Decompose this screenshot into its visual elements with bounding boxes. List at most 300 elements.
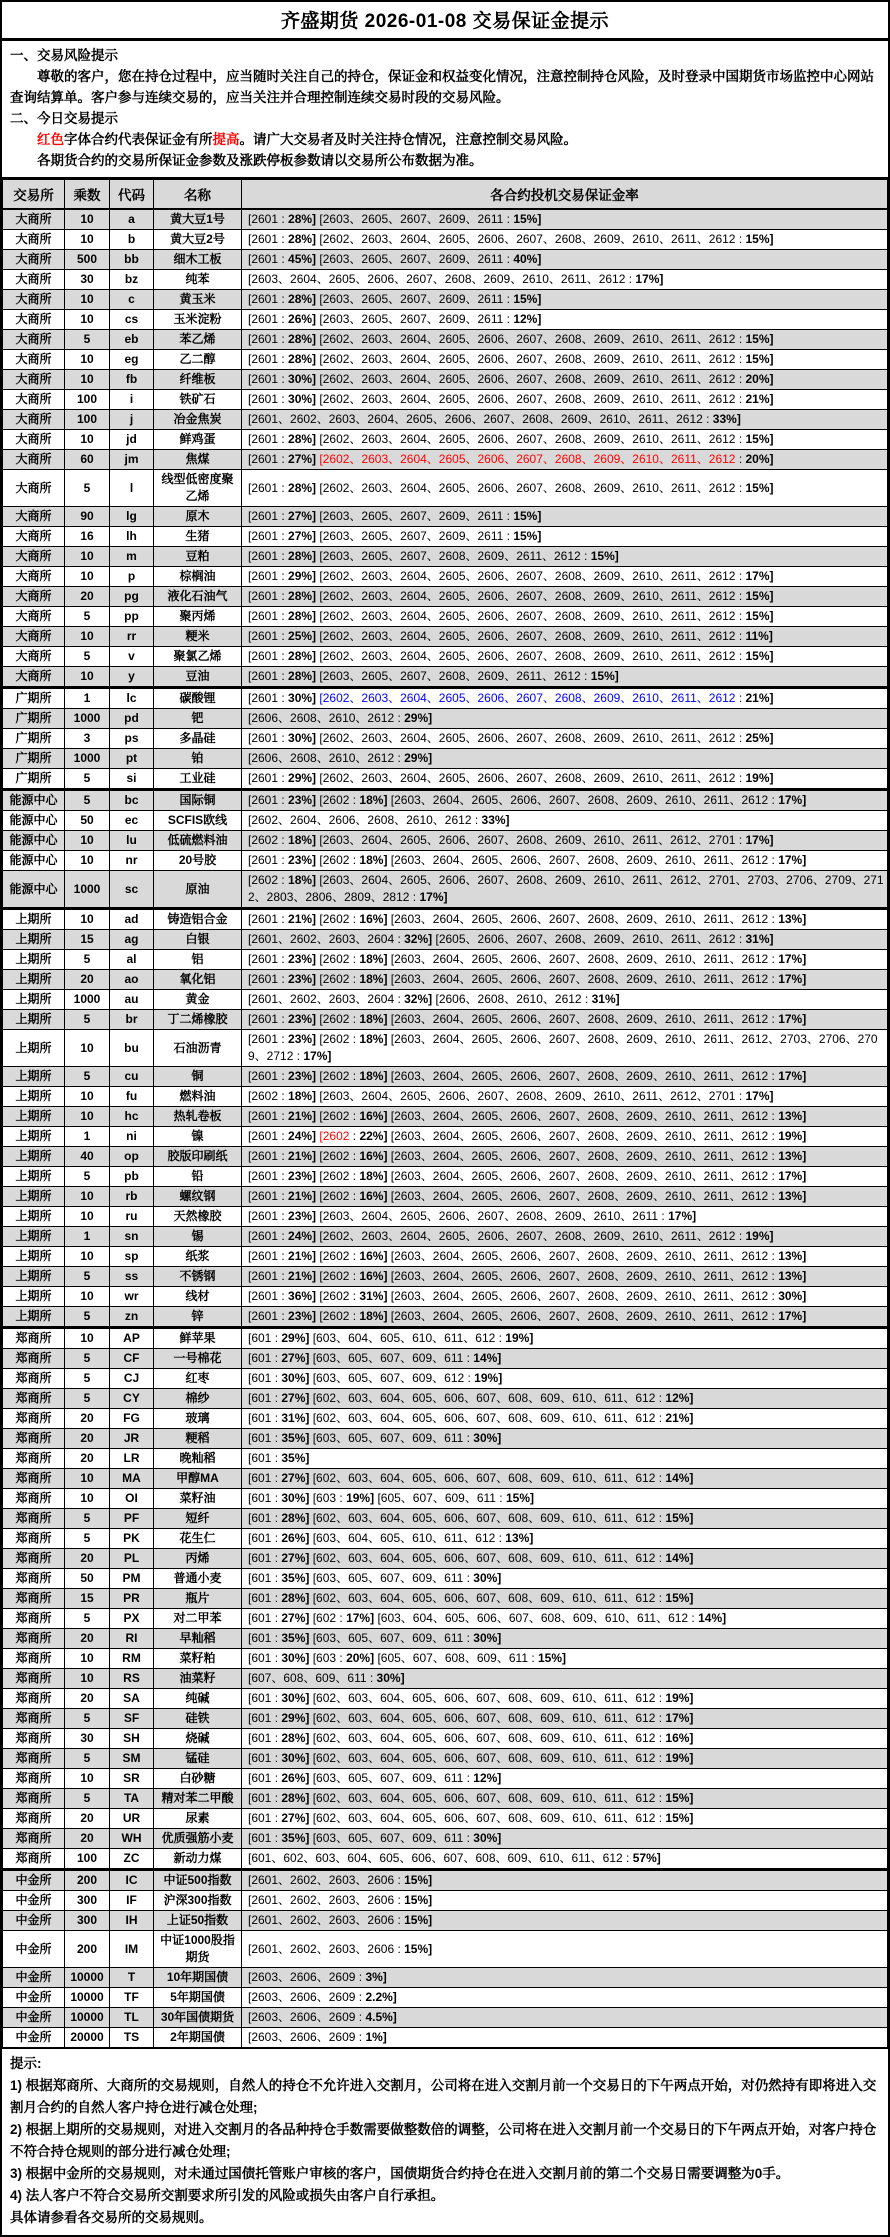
code-cell: CJ xyxy=(110,1369,154,1389)
multiplier-cell: 10 xyxy=(65,290,110,310)
name-cell: 细木工板 xyxy=(154,250,242,270)
margin-rate-cell: [2601 : 29%] [2602、2603、2604、2605、2606、2607、2608、2609、2610、2611、2612 : 17%] xyxy=(242,567,888,587)
exchange-cell: 郑商所 xyxy=(3,1729,65,1749)
table-row xyxy=(3,470,888,507)
multiplier-cell: 10 xyxy=(65,667,110,688)
exchange-cell: 上期所 xyxy=(3,1307,65,1328)
name-cell: 精对苯二甲酸 xyxy=(154,1789,242,1809)
table-row xyxy=(3,729,888,749)
margin-rate-cell: [2601 : 45%] [2603、2605、2607、2609、2611 : 40%] xyxy=(242,250,888,270)
name-cell: 新动力煤 xyxy=(154,1849,242,1870)
multiplier-cell: 5 xyxy=(65,1789,110,1809)
margin-rate-cell: [2601 : 30%] [2602、2603、2604、2605、2606、2607、2608、2609、2610、2611、2612 : 25%] xyxy=(242,729,888,749)
code-cell: ni xyxy=(110,1127,154,1147)
code-cell: jd xyxy=(110,430,154,450)
code-cell: SM xyxy=(110,1749,154,1769)
multiplier-cell: 10 xyxy=(65,851,110,871)
margin-rate-cell: [2606、2608、2610、2612 : 29%] xyxy=(242,749,888,769)
code-cell: PX xyxy=(110,1609,154,1629)
multiplier-cell: 10 xyxy=(65,909,110,930)
exchange-cell: 大商所 xyxy=(3,587,65,607)
table-row xyxy=(3,1729,888,1749)
table-row xyxy=(3,1549,888,1569)
name-cell: 棉纱 xyxy=(154,1389,242,1409)
table-row xyxy=(3,567,888,587)
multiplier-cell: 15 xyxy=(65,930,110,950)
name-cell: 短纤 xyxy=(154,1509,242,1529)
name-cell: 天然橡胶 xyxy=(154,1207,242,1227)
name-cell: 丁二烯橡胶 xyxy=(154,1010,242,1030)
name-cell: 鲜鸡蛋 xyxy=(154,430,242,450)
column-header-multiplier: 乘数 xyxy=(65,179,110,210)
name-cell: 氧化铝 xyxy=(154,970,242,990)
param-note-line: 各期货合约的交易所保证金参数及涨跌停板参数请以交易所公布数据为准。 xyxy=(37,153,483,168)
exchange-cell: 郑商所 xyxy=(3,1669,65,1689)
code-cell: eb xyxy=(110,330,154,350)
multiplier-cell: 5 xyxy=(65,1749,110,1769)
table-row xyxy=(3,1207,888,1227)
exchange-cell: 郑商所 xyxy=(3,1849,65,1870)
today-section-heading: 二、今日交易提示 xyxy=(10,111,118,126)
name-cell: 纯苯 xyxy=(154,270,242,290)
name-cell: 豆粕 xyxy=(154,547,242,567)
code-cell: AP xyxy=(110,1328,154,1349)
exchange-cell: 郑商所 xyxy=(3,1649,65,1669)
margin-rate-cell: [2601 : 23%] [2602 : 18%] [2603、2604、2605、2606、2607、2608、2609、2610、2611、2612 : 17%] xyxy=(242,1307,888,1328)
table-row xyxy=(3,1911,888,1931)
table-header-row xyxy=(3,179,888,210)
name-cell: 液化石油气 xyxy=(154,587,242,607)
code-cell: b xyxy=(110,230,154,250)
code-cell: PL xyxy=(110,1549,154,1569)
margin-rate-cell: [601 : 30%] [603、605、607、609、612 : 19%] xyxy=(242,1369,888,1389)
multiplier-cell: 10 xyxy=(65,1207,110,1227)
multiplier-cell: 30 xyxy=(65,270,110,290)
multiplier-cell: 10 xyxy=(65,1087,110,1107)
multiplier-cell: 20 xyxy=(65,1429,110,1449)
exchange-cell: 上期所 xyxy=(3,970,65,990)
margin-rate-cell: [2601、2602、2603、2606 : 15%] xyxy=(242,1891,888,1911)
table-row xyxy=(3,2008,888,2028)
multiplier-cell: 20 xyxy=(65,1549,110,1569)
multiplier-cell: 40 xyxy=(65,1147,110,1167)
table-row xyxy=(3,930,888,950)
exchange-cell: 上期所 xyxy=(3,1147,65,1167)
multiplier-cell: 10 xyxy=(65,350,110,370)
name-cell: 油菜籽 xyxy=(154,1669,242,1689)
table-row xyxy=(3,1227,888,1247)
margin-rate-cell: [2601 : 21%] [2602 : 16%] [2603、2604、2605、2606、2607、2608、2609、2610、2611、2612 : 13%] xyxy=(242,909,888,930)
margin-rate-cell: [2601 : 21%] [2602 : 16%] [2603、2604、2605、2606、2607、2608、2609、2610、2611、2612 : 13%] xyxy=(242,1187,888,1207)
code-cell: OI xyxy=(110,1489,154,1509)
code-cell: PR xyxy=(110,1589,154,1609)
exchange-cell: 郑商所 xyxy=(3,1549,65,1569)
margin-rate-cell: [2602 : 18%] [2603、2604、2605、2606、2607、2608、2609、2610、2611、2612、2701 : 17%] xyxy=(242,831,888,851)
code-cell: fu xyxy=(110,1087,154,1107)
multiplier-cell: 20 xyxy=(65,1829,110,1849)
name-cell: 红枣 xyxy=(154,1369,242,1389)
multiplier-cell: 5 xyxy=(65,647,110,667)
code-cell: sp xyxy=(110,1247,154,1267)
exchange-cell: 郑商所 xyxy=(3,1469,65,1489)
code-cell: cs xyxy=(110,310,154,330)
exchange-cell: 上期所 xyxy=(3,1030,65,1067)
exchange-cell: 上期所 xyxy=(3,1087,65,1107)
page-title: 齐盛期货 2026-01-08 交易保证金提示 xyxy=(280,11,610,32)
name-cell: 石油沥青 xyxy=(154,1030,242,1067)
margin-rate-cell: [2601 : 23%] [2602 : 18%] [2603、2604、2605、2606、2607、2608、2609、2610、2611、2612 : 17%] xyxy=(242,851,888,871)
margin-rate-cell: [601 : 28%] [602、603、604、605、606、607、608、609、610、611、612 : 16%] xyxy=(242,1729,888,1749)
code-cell: j xyxy=(110,410,154,430)
table-row xyxy=(3,667,888,688)
exchange-cell: 郑商所 xyxy=(3,1589,65,1609)
name-cell: 钯 xyxy=(154,709,242,729)
name-cell: 纤维板 xyxy=(154,370,242,390)
margin-rate-cell: [2601、2602、2603、2604 : 32%] [2605、2606、2607、2608、2609、2610、2611、2612 : 31%] xyxy=(242,930,888,950)
multiplier-cell: 10 xyxy=(65,310,110,330)
code-cell: CY xyxy=(110,1389,154,1409)
code-cell: bc xyxy=(110,790,154,811)
table-row xyxy=(3,1307,888,1328)
exchange-cell: 大商所 xyxy=(3,507,65,527)
margin-rate-cell: [2601 : 21%] [2602 : 16%] [2603、2604、2605、2606、2607、2608、2609、2610、2611、2612 : 13%] xyxy=(242,1107,888,1127)
multiplier-cell: 1 xyxy=(65,1227,110,1247)
exchange-cell: 郑商所 xyxy=(3,1829,65,1849)
exchange-cell: 上期所 xyxy=(3,1287,65,1307)
multiplier-cell: 50 xyxy=(65,811,110,831)
table-row xyxy=(3,1369,888,1389)
code-cell: pb xyxy=(110,1167,154,1187)
exchange-cell: 大商所 xyxy=(3,290,65,310)
code-cell: i xyxy=(110,390,154,410)
name-cell: 锡 xyxy=(154,1227,242,1247)
multiplier-cell: 500 xyxy=(65,250,110,270)
name-cell: 铅 xyxy=(154,1167,242,1187)
name-cell: 硅铁 xyxy=(154,1709,242,1729)
margin-rate-cell: [2601 : 24%] [2602 : 22%] [2603、2604、2605、2606、2607、2608、2609、2610、2611、2612 : 19%] xyxy=(242,1127,888,1147)
table-row xyxy=(3,1749,888,1769)
exchange-cell: 广期所 xyxy=(3,729,65,749)
code-cell: ao xyxy=(110,970,154,990)
margin-rate-cell: [2601 : 23%] [2602 : 18%] [2603、2604、2605、2606、2607、2608、2609、2610、2611、2612 : 17%] xyxy=(242,1010,888,1030)
margin-rate-cell: [601 : 35%] [603、605、607、609、611 : 30%] xyxy=(242,1829,888,1849)
name-cell: 纸浆 xyxy=(154,1247,242,1267)
table-row xyxy=(3,430,888,450)
exchange-cell: 大商所 xyxy=(3,330,65,350)
exchange-cell: 中金所 xyxy=(3,2008,65,2028)
exchange-cell: 中金所 xyxy=(3,1968,65,1988)
code-cell: l xyxy=(110,470,154,507)
table-row xyxy=(3,1449,888,1469)
table-row xyxy=(3,1247,888,1267)
multiplier-cell: 100 xyxy=(65,410,110,430)
code-cell: TA xyxy=(110,1789,154,1809)
code-cell: ec xyxy=(110,811,154,831)
multiplier-cell: 16 xyxy=(65,527,110,547)
table-row xyxy=(3,1891,888,1911)
column-header-code: 代码 xyxy=(110,179,154,210)
multiplier-cell: 20 xyxy=(65,1689,110,1709)
exchange-cell: 上期所 xyxy=(3,1067,65,1087)
exchange-cell: 大商所 xyxy=(3,230,65,250)
code-cell: pd xyxy=(110,709,154,729)
multiplier-cell: 90 xyxy=(65,507,110,527)
table-row xyxy=(3,1988,888,2008)
name-cell: 优质强筋小麦 xyxy=(154,1829,242,1849)
code-cell: zn xyxy=(110,1307,154,1328)
exchange-cell: 大商所 xyxy=(3,627,65,647)
exchange-cell: 中金所 xyxy=(3,2028,65,2048)
exchange-cell: 郑商所 xyxy=(3,1349,65,1369)
exchange-cell: 能源中心 xyxy=(3,831,65,851)
name-cell: 中证500指数 xyxy=(154,1870,242,1891)
exchange-cell: 中金所 xyxy=(3,1911,65,1931)
risk-section-heading: 一、交易风险提示 xyxy=(10,48,118,63)
table-row xyxy=(3,350,888,370)
name-cell: 黄金 xyxy=(154,990,242,1010)
note-item-2: 2) 根据上期所的交易规则，对进入交割月的各品种持仓手数需要做整数倍的调整，公司将在进入交割月前一个交易日的下午两点开始，对客户持仓不符合持仓规则的部分进行减仓处理; xyxy=(10,2122,877,2159)
margin-rate-cell: [601 : 35%] xyxy=(242,1449,888,1469)
name-cell: 胶版印刷纸 xyxy=(154,1147,242,1167)
margin-rate-cell: [2601 : 23%] [2603、2604、2605、2606、2607、2608、2609、2610、2611 : 17%] xyxy=(242,1207,888,1227)
name-cell: 10年期国债 xyxy=(154,1968,242,1988)
name-cell: 生猪 xyxy=(154,527,242,547)
margin-rate-cell: [2601 : 36%] [2602 : 31%] [2603、2604、2605、2606、2607、2608、2609、2610、2611、2612 : 30%] xyxy=(242,1287,888,1307)
table-row xyxy=(3,1609,888,1629)
multiplier-cell: 15 xyxy=(65,1589,110,1609)
table-row xyxy=(3,970,888,990)
exchange-cell: 大商所 xyxy=(3,390,65,410)
code-cell: a xyxy=(110,209,154,230)
exchange-cell: 大商所 xyxy=(3,430,65,450)
name-cell: 燃料油 xyxy=(154,1087,242,1107)
table-row xyxy=(3,1167,888,1187)
name-cell: 低硫燃料油 xyxy=(154,831,242,851)
name-cell: 聚丙烯 xyxy=(154,607,242,627)
margin-rate-cell: [2601 : 28%] [2602、2603、2604、2605、2606、2607、2608、2609、2610、2611、2612 : 15%] xyxy=(242,587,888,607)
multiplier-cell: 5 xyxy=(65,1167,110,1187)
column-header-exchange: 交易所 xyxy=(3,179,65,210)
multiplier-cell: 10 xyxy=(65,1107,110,1127)
column-header-name: 名称 xyxy=(154,179,242,210)
margin-rate-cell: [601 : 31%] [602、603、604、605、606、607、608、609、610、611、612 : 21%] xyxy=(242,1409,888,1429)
margin-rate-cell: [601 : 35%] [603、605、607、609、611 : 30%] xyxy=(242,1429,888,1449)
name-cell: 晚籼稻 xyxy=(154,1449,242,1469)
table-row xyxy=(3,1328,888,1349)
name-cell: 白银 xyxy=(154,930,242,950)
name-cell: 烧碱 xyxy=(154,1729,242,1749)
multiplier-cell: 10 xyxy=(65,1469,110,1489)
exchange-cell: 上期所 xyxy=(3,1227,65,1247)
exchange-cell: 大商所 xyxy=(3,410,65,430)
name-cell: 锌 xyxy=(154,1307,242,1328)
multiplier-cell: 1000 xyxy=(65,709,110,729)
margin-rate-cell: [2601 : 28%] [2603、2605、2607、2609、2611 : 15%] xyxy=(242,290,888,310)
code-cell: JR xyxy=(110,1429,154,1449)
table-row xyxy=(3,709,888,729)
name-cell: 热轧卷板 xyxy=(154,1107,242,1127)
table-row xyxy=(3,831,888,851)
multiplier-cell: 20 xyxy=(65,1809,110,1829)
exchange-cell: 广期所 xyxy=(3,749,65,769)
name-cell: 棕榈油 xyxy=(154,567,242,587)
margin-rate-cell: [601 : 28%] [602、603、604、605、606、607、608、609、610、611、612 : 15%] xyxy=(242,1589,888,1609)
margin-rate-cell: [2601、2602、2603、2606 : 15%] xyxy=(242,1911,888,1931)
column-header-margin-rate: 各合约投机交易保证金率 xyxy=(242,179,888,210)
exchange-cell: 上期所 xyxy=(3,1127,65,1147)
name-cell: 冶金焦炭 xyxy=(154,410,242,430)
exchange-cell: 大商所 xyxy=(3,547,65,567)
margin-rate-cell: [2601 : 23%] [2602 : 18%] [2603、2604、2605、2606、2607、2608、2609、2610、2611、2612、2703、2706、2709、2712 : 17%] xyxy=(242,1030,888,1067)
name-cell: 上证50指数 xyxy=(154,1911,242,1931)
multiplier-cell: 20 xyxy=(65,587,110,607)
margin-rate-cell: [2601、2602、2603、2606 : 15%] xyxy=(242,1931,888,1968)
exchange-cell: 上期所 xyxy=(3,990,65,1010)
margin-rate-cell: [601 : 26%] [603、605、607、609、611 : 12%] xyxy=(242,1769,888,1789)
margin-rate-table xyxy=(2,177,888,2048)
table-row xyxy=(3,627,888,647)
multiplier-cell: 200 xyxy=(65,1931,110,1968)
margin-rate-cell: [2601、2602、2603、2604 : 32%] [2606、2608、2610、2612 : 31%] xyxy=(242,990,888,1010)
name-cell: 锰硅 xyxy=(154,1749,242,1769)
multiplier-cell: 10 xyxy=(65,627,110,647)
code-cell: ad xyxy=(110,909,154,930)
notes-heading: 提示: xyxy=(10,2056,42,2071)
exchange-cell: 上期所 xyxy=(3,1167,65,1187)
code-cell: TF xyxy=(110,1988,154,2008)
exchange-cell: 中金所 xyxy=(3,1870,65,1891)
multiplier-cell: 10 xyxy=(65,1247,110,1267)
name-cell: 纯碱 xyxy=(154,1689,242,1709)
name-cell: 沪深300指数 xyxy=(154,1891,242,1911)
code-cell: MA xyxy=(110,1469,154,1489)
table-row xyxy=(3,250,888,270)
multiplier-cell: 10 xyxy=(65,567,110,587)
table-row xyxy=(3,507,888,527)
code-cell: y xyxy=(110,667,154,688)
code-cell: ru xyxy=(110,1207,154,1227)
table-row xyxy=(3,1931,888,1968)
code-cell: ps xyxy=(110,729,154,749)
code-cell: v xyxy=(110,647,154,667)
code-cell: au xyxy=(110,990,154,1010)
title-bar xyxy=(2,2,888,41)
table-row xyxy=(3,811,888,831)
multiplier-cell: 10 xyxy=(65,1669,110,1689)
table-row xyxy=(3,310,888,330)
name-cell: 花生仁 xyxy=(154,1529,242,1549)
margin-rate-cell: [2601 : 28%] [2603、2605、2607、2608、2609、2611、2612 : 15%] xyxy=(242,667,888,688)
multiplier-cell: 5 xyxy=(65,1307,110,1328)
table-row xyxy=(3,1870,888,1891)
multiplier-cell: 10 xyxy=(65,1030,110,1067)
table-row xyxy=(3,1030,888,1067)
table-row xyxy=(3,1649,888,1669)
notes-section xyxy=(2,2048,888,2235)
name-cell: 一号棉花 xyxy=(154,1349,242,1369)
table-row xyxy=(3,209,888,230)
multiplier-cell: 10 xyxy=(65,1187,110,1207)
code-cell: pt xyxy=(110,749,154,769)
name-cell: 铁矿石 xyxy=(154,390,242,410)
code-cell: SH xyxy=(110,1729,154,1749)
exchange-cell: 郑商所 xyxy=(3,1609,65,1629)
name-cell: 白砂糖 xyxy=(154,1769,242,1789)
table-row xyxy=(3,851,888,871)
name-cell: 5年期国债 xyxy=(154,1988,242,2008)
code-cell: jm xyxy=(110,450,154,470)
margin-rate-cell: [2601 : 29%] [2602、2603、2604、2605、2606、2607、2608、2609、2610、2611、2612 : 19%] xyxy=(242,769,888,790)
exchange-cell: 大商所 xyxy=(3,250,65,270)
name-cell: 线材 xyxy=(154,1287,242,1307)
exchange-cell: 中金所 xyxy=(3,1891,65,1911)
multiplier-cell: 200 xyxy=(65,1870,110,1891)
exchange-cell: 郑商所 xyxy=(3,1709,65,1729)
multiplier-cell: 5 xyxy=(65,1709,110,1729)
code-cell: rb xyxy=(110,1187,154,1207)
name-cell: 玻璃 xyxy=(154,1409,242,1429)
name-cell: 瓶片 xyxy=(154,1589,242,1609)
table-row xyxy=(3,1509,888,1529)
table-row xyxy=(3,1809,888,1829)
margin-rate-cell: [601 : 30%] [603 : 20%] [605、607、608、609、611 : 15%] xyxy=(242,1649,888,1669)
code-cell: wr xyxy=(110,1287,154,1307)
exchange-cell: 大商所 xyxy=(3,209,65,230)
table-row xyxy=(3,950,888,970)
table-row xyxy=(3,1849,888,1870)
margin-rate-cell: [601 : 27%] [602 : 17%] [603、604、605、606、607、608、609、610、611、612 : 14%] xyxy=(242,1609,888,1629)
code-cell: WH xyxy=(110,1829,154,1849)
multiplier-cell: 5 xyxy=(65,330,110,350)
table-row xyxy=(3,1689,888,1709)
margin-rate-cell: [601 : 27%] [602、603、604、605、606、607、608、609、610、611、612 : 12%] xyxy=(242,1389,888,1409)
code-cell: eg xyxy=(110,350,154,370)
name-cell: 线型低密度聚乙烯 xyxy=(154,470,242,507)
note-item-3: 3) 根据中金所的交易规则，对未通过国债托管账户审核的客户，国债期货合约持仓在进入交割月前的第二个交易日需要调整为0手。 xyxy=(10,2166,790,2181)
table-row xyxy=(3,1968,888,1988)
margin-rate-cell: [2601 : 28%] [2602、2603、2604、2605、2606、2607、2608、2609、2610、2611、2612 : 15%] xyxy=(242,350,888,370)
exchange-cell: 广期所 xyxy=(3,709,65,729)
code-cell: IH xyxy=(110,1911,154,1931)
margin-rate-cell: [2601、2602、2603、2606 : 15%] xyxy=(242,1870,888,1891)
multiplier-cell: 5 xyxy=(65,1609,110,1629)
name-cell: 粳米 xyxy=(154,627,242,647)
margin-rate-cell: [601 : 27%] [602、603、604、605、606、607、608、609、610、611、612 : 14%] xyxy=(242,1549,888,1569)
exchange-cell: 大商所 xyxy=(3,350,65,370)
exchange-cell: 能源中心 xyxy=(3,790,65,811)
multiplier-cell: 20 xyxy=(65,1409,110,1429)
margin-rate-cell: [2601 : 27%] [2603、2605、2607、2609、2611 : 15%] xyxy=(242,507,888,527)
multiplier-cell: 10 xyxy=(65,1489,110,1509)
code-cell: RM xyxy=(110,1649,154,1669)
code-cell: ZC xyxy=(110,1849,154,1870)
code-cell: bz xyxy=(110,270,154,290)
margin-rate-cell: [2602、2604、2606、2608、2610、2612 : 33%] xyxy=(242,811,888,831)
margin-rate-cell: [2601 : 26%] [2603、2605、2607、2609、2611 : 12%] xyxy=(242,310,888,330)
margin-rate-cell: [2601 : 23%] [2602 : 18%] [2603、2604、2605、2606、2607、2608、2609、2610、2611、2612 : 17%] xyxy=(242,970,888,990)
margin-rate-cell: [601 : 35%] [603、605、607、609、611 : 30%] xyxy=(242,1569,888,1589)
multiplier-cell: 10000 xyxy=(65,2008,110,2028)
multiplier-cell: 300 xyxy=(65,1911,110,1931)
name-cell: 螺纹钢 xyxy=(154,1187,242,1207)
code-cell: fb xyxy=(110,370,154,390)
multiplier-cell: 30 xyxy=(65,1729,110,1749)
margin-rate-cell: [601 : 30%] [602、603、604、605、606、607、608、609、610、611、612 : 19%] xyxy=(242,1689,888,1709)
multiplier-cell: 5 xyxy=(65,1369,110,1389)
table-row xyxy=(3,1489,888,1509)
name-cell: 豆油 xyxy=(154,667,242,688)
table-row xyxy=(3,688,888,709)
